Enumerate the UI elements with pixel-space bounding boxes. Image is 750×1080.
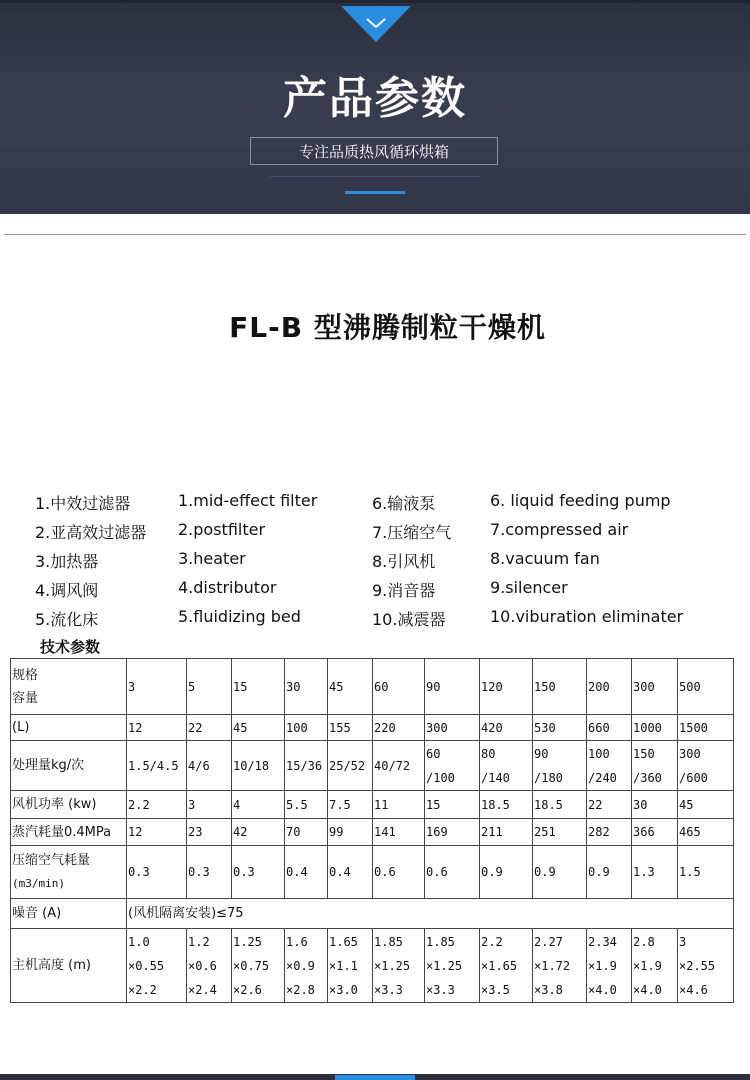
table-cell: 30: [632, 791, 678, 819]
legend-cn-3: 3.加热器: [35, 552, 99, 571]
table-cell: 5: [187, 659, 232, 715]
table-cell: 3: [187, 791, 232, 819]
table-cell: 5.5: [285, 791, 328, 819]
header-banner: [0, 0, 750, 214]
banner-title: 产品参数: [283, 73, 467, 124]
legend-cn-6: 6.输液泵: [372, 494, 436, 513]
table-cell: 420: [480, 715, 533, 741]
table-cell: 100 /240: [587, 741, 632, 791]
row-label-spec: 规格 容量: [11, 659, 127, 715]
table-cell: 660: [587, 715, 632, 741]
legend-cn-9: 9.消音器: [372, 581, 436, 600]
table-cell: 282: [587, 819, 632, 846]
legend-en-3: 3.heater: [178, 549, 246, 568]
table-row-air: [11, 846, 734, 899]
table-cell: 10/18: [232, 741, 285, 791]
table-cell: 211: [480, 819, 533, 846]
table-cell: 60 /100: [425, 741, 480, 791]
footer-accent: [335, 1075, 415, 1080]
spec-table: [10, 658, 734, 1003]
table-row-spec: [11, 659, 734, 715]
row-label-throughput: 处理量kg/次: [11, 741, 127, 791]
tech-params-label: 技术参数: [40, 638, 101, 656]
table-cell: 42: [232, 819, 285, 846]
table-cell: 366: [632, 819, 678, 846]
table-cell: 1.2 ×0.6 ×2.4: [187, 929, 232, 1003]
table-cell: 300 /600: [678, 741, 734, 791]
table-cell: 1.25 ×0.75 ×2.6: [232, 929, 285, 1003]
banner-subtitle: 专注品质热风循环烘箱: [250, 137, 498, 165]
table-cell: 90: [425, 659, 480, 715]
table-cell: 23: [187, 819, 232, 846]
legend-en-5: 5.fluidizing bed: [178, 607, 301, 626]
table-cell: 18.5: [533, 791, 587, 819]
table-cell: 22: [187, 715, 232, 741]
table-cell: 120: [480, 659, 533, 715]
table-cell: 0.9: [587, 846, 632, 899]
table-cell: 3: [127, 659, 187, 715]
table-cell: 0.9: [533, 846, 587, 899]
table-cell: 1.5/4.5: [127, 741, 187, 791]
table-cell: 465: [678, 819, 734, 846]
table-cell: 70: [285, 819, 328, 846]
table-cell: 200: [587, 659, 632, 715]
table-cell: 141: [373, 819, 425, 846]
table-cell: 1.0 ×0.55 ×2.2: [127, 929, 187, 1003]
table-cell: 1.85 ×1.25 ×3.3: [373, 929, 425, 1003]
legend-cn-2: 2.亚高效过滤器: [35, 523, 147, 542]
table-cell: 169: [425, 819, 480, 846]
table-cell: 2.34 ×1.9 ×4.0: [587, 929, 632, 1003]
legend-cn-7: 7.压缩空气: [372, 523, 452, 542]
table-cell: 2.27 ×1.72 ×3.8: [533, 929, 587, 1003]
section-divider: [4, 234, 746, 235]
table-cell: 0.3: [232, 846, 285, 899]
row-label-air: 压缩空气耗量 (m3/min): [11, 846, 127, 899]
table-cell: 40/72: [373, 741, 425, 791]
legend-en-4: 4.distributor: [178, 578, 277, 597]
table-cell: 15: [232, 659, 285, 715]
legend-en-7: 7.compressed air: [490, 520, 629, 539]
row-label-capacity: (L): [11, 715, 127, 741]
table-cell: 30: [285, 659, 328, 715]
table-cell: 12: [127, 715, 187, 741]
table-row-capacity: [11, 715, 734, 741]
table-cell: 80 /140: [480, 741, 533, 791]
legend-en-1: 1.mid-effect filter: [178, 491, 318, 510]
row-label-steam: 蒸汽耗量0.4MPa: [11, 819, 127, 846]
legend-cn-5: 5.流化床: [35, 610, 99, 629]
banner-divider: [270, 176, 480, 177]
table-cell: 45: [232, 715, 285, 741]
table-cell: 1.65 ×1.1 ×3.0: [328, 929, 373, 1003]
noise-value: (风机隔离安装)≤75: [127, 899, 734, 929]
table-cell: 4/6: [187, 741, 232, 791]
table-cell: 15/36: [285, 741, 328, 791]
product-title: FL-B 型沸腾制粒干燥机: [229, 311, 546, 344]
table-cell: 7.5: [328, 791, 373, 819]
table-cell: 45: [328, 659, 373, 715]
legend-cn-8: 8.引风机: [372, 552, 436, 571]
table-cell: 15: [425, 791, 480, 819]
legend-en-9: 9.silencer: [490, 578, 568, 597]
table-row-noise: [11, 899, 734, 929]
table-cell: 1500: [678, 715, 734, 741]
table-cell: 530: [533, 715, 587, 741]
table-cell: 3 ×2.55 ×4.6: [678, 929, 734, 1003]
table-cell: 22: [587, 791, 632, 819]
table-cell: 300: [425, 715, 480, 741]
table-cell: 0.3: [127, 846, 187, 899]
table-cell: 18.5: [480, 791, 533, 819]
row-label-fan: 风机功率 (kw): [11, 791, 127, 819]
table-cell: 11: [373, 791, 425, 819]
table-cell: 0.4: [328, 846, 373, 899]
table-row-throughput: [11, 741, 734, 791]
table-row-height: [11, 929, 734, 1003]
legend-en-2: 2.postfilter: [178, 520, 266, 539]
row-label-noise: 噪音 (A): [11, 899, 127, 929]
table-cell: 100: [285, 715, 328, 741]
table-row-steam: [11, 819, 734, 846]
table-cell: 2.8 ×1.9 ×4.0: [632, 929, 678, 1003]
table-cell: 220: [373, 715, 425, 741]
chevron-down-icon: [341, 6, 411, 42]
table-cell: 12: [127, 819, 187, 846]
table-cell: 300: [632, 659, 678, 715]
table-cell: 4: [232, 791, 285, 819]
table-cell: 1.5: [678, 846, 734, 899]
table-cell: 1000: [632, 715, 678, 741]
table-cell: 45: [678, 791, 734, 819]
table-cell: 99: [328, 819, 373, 846]
legend-en-6: 6. liquid feeding pump: [490, 491, 671, 510]
legend-cn-1: 1.中效过滤器: [35, 494, 131, 513]
legend-en-10: 10.viburation eliminater: [490, 607, 684, 626]
table-cell: 2.2: [127, 791, 187, 819]
table-row-fan: [11, 791, 734, 819]
table-cell: 2.2 ×1.65 ×3.5: [480, 929, 533, 1003]
table-cell: 1.6 ×0.9 ×2.8: [285, 929, 328, 1003]
table-cell: 0.6: [373, 846, 425, 899]
table-cell: 90 /180: [533, 741, 587, 791]
table-cell: 1.85 ×1.25 ×3.3: [425, 929, 480, 1003]
legend-cn-4: 4.调风阀: [35, 581, 99, 600]
table-cell: 155: [328, 715, 373, 741]
legend-cn-10: 10.减震器: [372, 610, 446, 629]
table-cell: 150 /360: [632, 741, 678, 791]
table-cell: 60: [373, 659, 425, 715]
table-cell: 251: [533, 819, 587, 846]
table-cell: 0.6: [425, 846, 480, 899]
table-cell: 25/52: [328, 741, 373, 791]
table-cell: 0.3: [187, 846, 232, 899]
banner-accent-bar: [345, 191, 405, 194]
table-cell: 500: [678, 659, 734, 715]
table-cell: 0.9: [480, 846, 533, 899]
row-label-height: 主机高度 (m): [11, 929, 127, 1003]
legend-en-8: 8.vacuum fan: [490, 549, 600, 568]
table-cell: 0.4: [285, 846, 328, 899]
table-cell: 1.3: [632, 846, 678, 899]
table-cell: 150: [533, 659, 587, 715]
